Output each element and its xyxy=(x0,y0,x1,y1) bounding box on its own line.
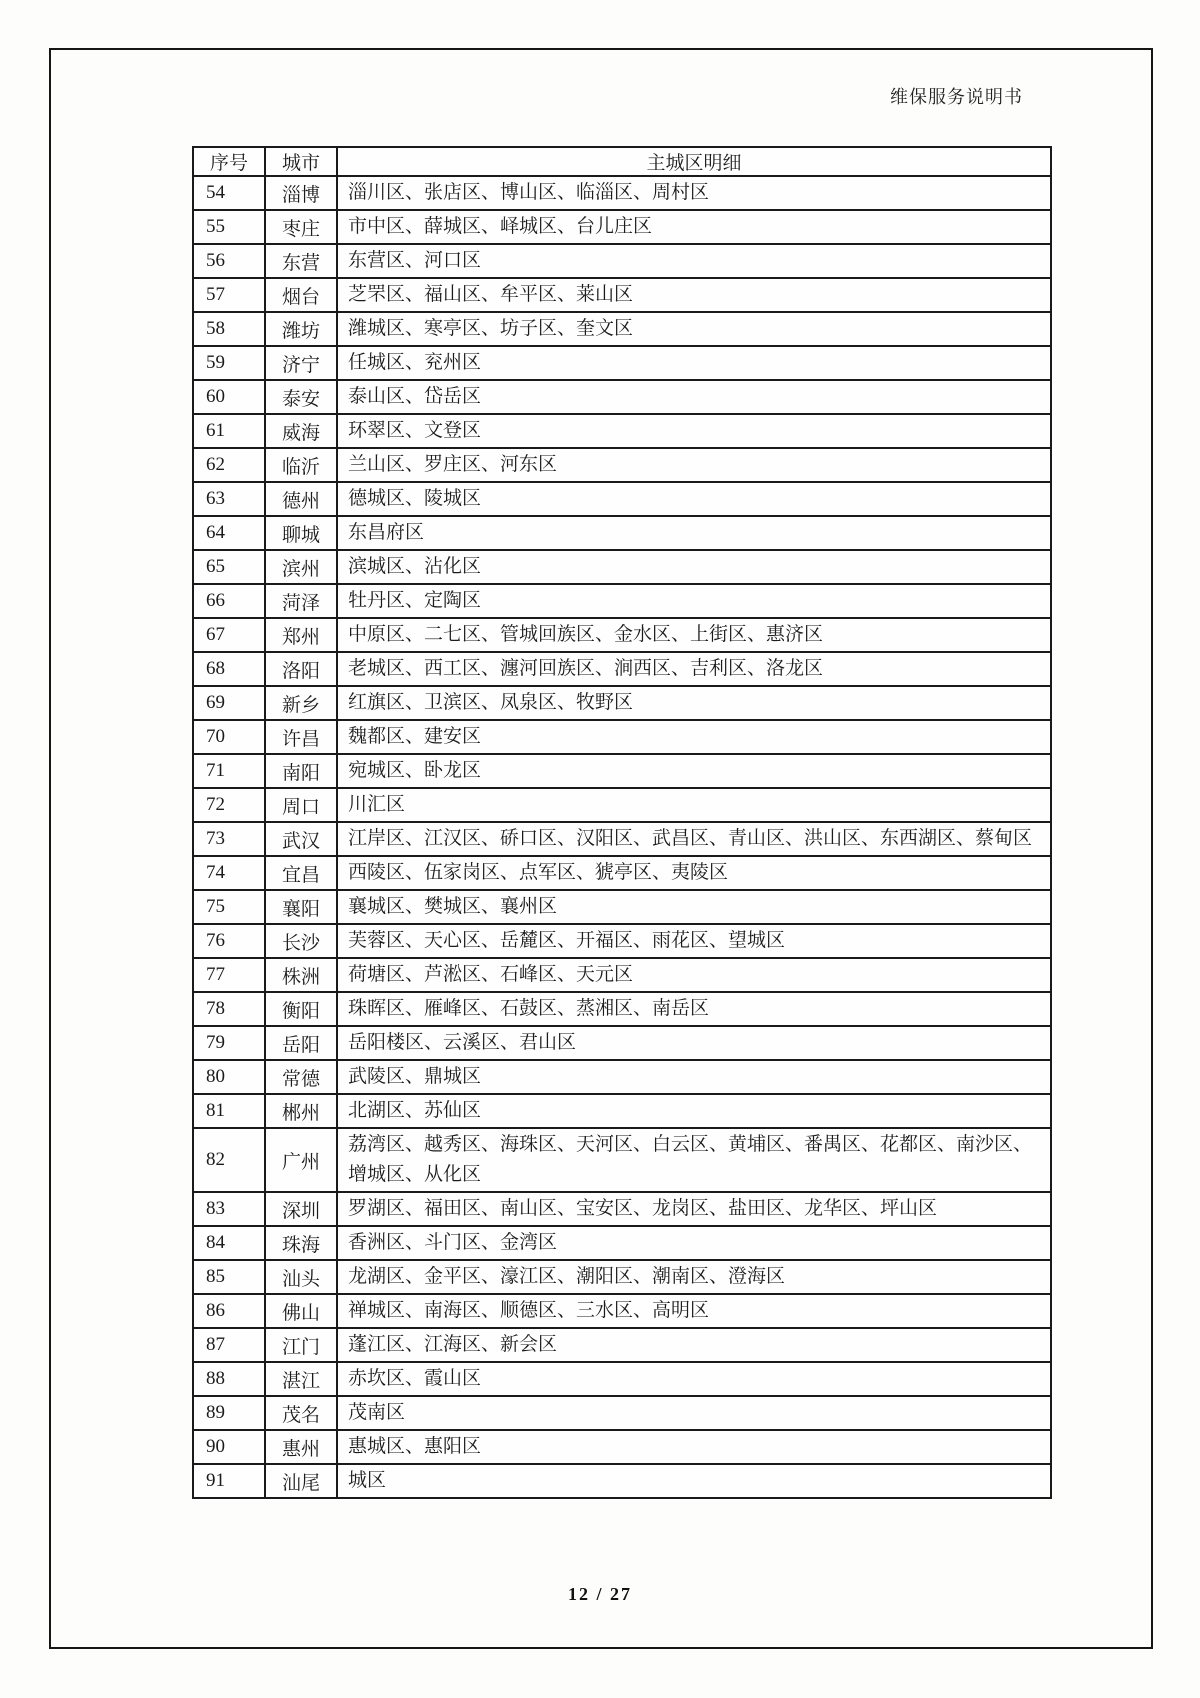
city-cell: 茂名 xyxy=(265,1396,337,1430)
document-header-title: 维保服务说明书 xyxy=(890,87,1023,107)
column-header-districts: 主城区明细 xyxy=(337,147,1051,176)
table-row xyxy=(193,1328,1051,1362)
city-cell: 广州 xyxy=(265,1128,337,1192)
districts-cell: 龙湖区、金平区、濠江区、潮阳区、潮南区、澄海区 xyxy=(337,1260,1051,1294)
table-row xyxy=(193,1362,1051,1396)
city-cell: 佛山 xyxy=(265,1294,337,1328)
districts-cell: 香洲区、斗门区、金湾区 xyxy=(337,1226,1051,1260)
table-header xyxy=(193,147,1051,176)
row-number-cell: 82 xyxy=(193,1128,265,1192)
districts-cell: 芝罘区、福山区、牟平区、莱山区 xyxy=(337,278,1051,312)
table-row xyxy=(193,788,1051,822)
row-number-cell: 90 xyxy=(193,1430,265,1464)
table-row xyxy=(193,1430,1051,1464)
table-row xyxy=(193,924,1051,958)
districts-cell: 荔湾区、越秀区、海珠区、天河区、白云区、黄埔区、番禺区、花都区、南沙区、增城区、从化区 xyxy=(337,1128,1051,1192)
city-cell: 威海 xyxy=(265,414,337,448)
city-districts-table xyxy=(192,146,1052,1499)
districts-cell: 潍城区、寒亭区、坊子区、奎文区 xyxy=(337,312,1051,346)
table-row xyxy=(193,992,1051,1026)
row-number-cell: 58 xyxy=(193,312,265,346)
city-cell: 临沂 xyxy=(265,448,337,482)
city-cell: 湛江 xyxy=(265,1362,337,1396)
table-row xyxy=(193,346,1051,380)
table-row xyxy=(193,1026,1051,1060)
districts-cell: 中原区、二七区、管城回族区、金水区、上街区、惠济区 xyxy=(337,618,1051,652)
column-header-no: 序号 xyxy=(193,147,265,176)
districts-cell: 芙蓉区、天心区、岳麓区、开福区、雨花区、望城区 xyxy=(337,924,1051,958)
row-number-cell: 83 xyxy=(193,1192,265,1226)
districts-cell: 北湖区、苏仙区 xyxy=(337,1094,1051,1128)
districts-cell: 襄城区、樊城区、襄州区 xyxy=(337,890,1051,924)
city-cell: 江门 xyxy=(265,1328,337,1362)
table-row xyxy=(193,822,1051,856)
row-number-cell: 65 xyxy=(193,550,265,584)
districts-cell: 宛城区、卧龙区 xyxy=(337,754,1051,788)
row-number-cell: 73 xyxy=(193,822,265,856)
table-row xyxy=(193,380,1051,414)
districts-cell: 蓬江区、江海区、新会区 xyxy=(337,1328,1051,1362)
city-cell: 汕尾 xyxy=(265,1464,337,1498)
city-cell: 滨州 xyxy=(265,550,337,584)
city-cell: 珠海 xyxy=(265,1226,337,1260)
row-number-cell: 78 xyxy=(193,992,265,1026)
table-row xyxy=(193,618,1051,652)
table-row xyxy=(193,1260,1051,1294)
districts-cell: 东营区、河口区 xyxy=(337,244,1051,278)
page-number: 12 / 27 xyxy=(567,1584,632,1604)
districts-cell: 牡丹区、定陶区 xyxy=(337,584,1051,618)
row-number-cell: 75 xyxy=(193,890,265,924)
row-number-cell: 61 xyxy=(193,414,265,448)
row-number-cell: 85 xyxy=(193,1260,265,1294)
row-number-cell: 91 xyxy=(193,1464,265,1498)
city-table-body xyxy=(193,176,1051,1498)
row-number-cell: 81 xyxy=(193,1094,265,1128)
city-cell: 岳阳 xyxy=(265,1026,337,1060)
row-number-cell: 69 xyxy=(193,686,265,720)
districts-cell: 环翠区、文登区 xyxy=(337,414,1051,448)
table-row xyxy=(193,890,1051,924)
districts-cell: 任城区、兖州区 xyxy=(337,346,1051,380)
districts-cell: 老城区、西工区、瀍河回族区、涧西区、吉利区、洛龙区 xyxy=(337,652,1051,686)
city-cell: 襄阳 xyxy=(265,890,337,924)
districts-cell: 泰山区、岱岳区 xyxy=(337,380,1051,414)
row-number-cell: 79 xyxy=(193,1026,265,1060)
districts-cell: 淄川区、张店区、博山区、临淄区、周村区 xyxy=(337,176,1051,210)
row-number-cell: 77 xyxy=(193,958,265,992)
city-cell: 德州 xyxy=(265,482,337,516)
table-row xyxy=(193,1192,1051,1226)
city-cell: 淄博 xyxy=(265,176,337,210)
table-row xyxy=(193,720,1051,754)
table-row xyxy=(193,516,1051,550)
row-number-cell: 55 xyxy=(193,210,265,244)
row-number-cell: 64 xyxy=(193,516,265,550)
table-header-row xyxy=(193,147,1051,176)
row-number-cell: 84 xyxy=(193,1226,265,1260)
city-cell: 周口 xyxy=(265,788,337,822)
city-cell: 枣庄 xyxy=(265,210,337,244)
table-row xyxy=(193,482,1051,516)
city-cell: 长沙 xyxy=(265,924,337,958)
districts-cell: 川汇区 xyxy=(337,788,1051,822)
districts-cell: 城区 xyxy=(337,1464,1051,1498)
districts-cell: 赤坎区、霞山区 xyxy=(337,1362,1051,1396)
table-row xyxy=(193,210,1051,244)
districts-cell: 禅城区、南海区、顺德区、三水区、高明区 xyxy=(337,1294,1051,1328)
table-row xyxy=(193,1294,1051,1328)
city-cell: 武汉 xyxy=(265,822,337,856)
districts-cell: 兰山区、罗庄区、河东区 xyxy=(337,448,1051,482)
city-cell: 惠州 xyxy=(265,1430,337,1464)
row-number-cell: 70 xyxy=(193,720,265,754)
row-number-cell: 76 xyxy=(193,924,265,958)
districts-cell: 武陵区、鼎城区 xyxy=(337,1060,1051,1094)
table-row xyxy=(193,312,1051,346)
table-row xyxy=(193,754,1051,788)
row-number-cell: 54 xyxy=(193,176,265,210)
row-number-cell: 66 xyxy=(193,584,265,618)
row-number-cell: 68 xyxy=(193,652,265,686)
city-cell: 南阳 xyxy=(265,754,337,788)
row-number-cell: 63 xyxy=(193,482,265,516)
table-row xyxy=(193,1060,1051,1094)
city-cell: 东营 xyxy=(265,244,337,278)
row-number-cell: 57 xyxy=(193,278,265,312)
table-row xyxy=(193,584,1051,618)
city-cell: 深圳 xyxy=(265,1192,337,1226)
row-number-cell: 88 xyxy=(193,1362,265,1396)
table-row xyxy=(193,1464,1051,1498)
table-row xyxy=(193,176,1051,210)
city-cell: 烟台 xyxy=(265,278,337,312)
city-cell: 洛阳 xyxy=(265,652,337,686)
table-row xyxy=(193,278,1051,312)
districts-cell: 东昌府区 xyxy=(337,516,1051,550)
column-header-city: 城市 xyxy=(265,147,337,176)
row-number-cell: 62 xyxy=(193,448,265,482)
districts-cell: 市中区、薛城区、峄城区、台儿庄区 xyxy=(337,210,1051,244)
city-cell: 郑州 xyxy=(265,618,337,652)
row-number-cell: 74 xyxy=(193,856,265,890)
table-row xyxy=(193,1094,1051,1128)
row-number-cell: 80 xyxy=(193,1060,265,1094)
row-number-cell: 86 xyxy=(193,1294,265,1328)
city-cell: 郴州 xyxy=(265,1094,337,1128)
table-row xyxy=(193,856,1051,890)
row-number-cell: 71 xyxy=(193,754,265,788)
districts-cell: 江岸区、江汉区、硚口区、汉阳区、武昌区、青山区、洪山区、东西湖区、蔡甸区 xyxy=(337,822,1051,856)
table-row xyxy=(193,244,1051,278)
city-cell: 菏泽 xyxy=(265,584,337,618)
city-cell: 衡阳 xyxy=(265,992,337,1026)
city-cell: 潍坊 xyxy=(265,312,337,346)
districts-cell: 魏都区、建安区 xyxy=(337,720,1051,754)
districts-cell: 珠晖区、雁峰区、石鼓区、蒸湘区、南岳区 xyxy=(337,992,1051,1026)
table-row xyxy=(193,414,1051,448)
districts-cell: 德城区、陵城区 xyxy=(337,482,1051,516)
city-cell: 聊城 xyxy=(265,516,337,550)
districts-cell: 西陵区、伍家岗区、点军区、猇亭区、夷陵区 xyxy=(337,856,1051,890)
row-number-cell: 87 xyxy=(193,1328,265,1362)
row-number-cell: 60 xyxy=(193,380,265,414)
districts-cell: 红旗区、卫滨区、凤泉区、牧野区 xyxy=(337,686,1051,720)
table-row xyxy=(193,550,1051,584)
row-number-cell: 67 xyxy=(193,618,265,652)
city-cell: 许昌 xyxy=(265,720,337,754)
table-row xyxy=(193,1226,1051,1260)
row-number-cell: 59 xyxy=(193,346,265,380)
city-cell: 宜昌 xyxy=(265,856,337,890)
row-number-cell: 56 xyxy=(193,244,265,278)
row-number-cell: 72 xyxy=(193,788,265,822)
city-cell: 常德 xyxy=(265,1060,337,1094)
table-row xyxy=(193,652,1051,686)
districts-cell: 罗湖区、福田区、南山区、宝安区、龙岗区、盐田区、龙华区、坪山区 xyxy=(337,1192,1051,1226)
city-cell: 新乡 xyxy=(265,686,337,720)
table-row xyxy=(193,1128,1051,1192)
table-row xyxy=(193,686,1051,720)
table-row xyxy=(193,958,1051,992)
districts-cell: 荷塘区、芦淞区、石峰区、天元区 xyxy=(337,958,1051,992)
districts-cell: 惠城区、惠阳区 xyxy=(337,1430,1051,1464)
districts-cell: 茂南区 xyxy=(337,1396,1051,1430)
districts-cell: 滨城区、沾化区 xyxy=(337,550,1051,584)
row-number-cell: 89 xyxy=(193,1396,265,1430)
city-cell: 济宁 xyxy=(265,346,337,380)
table-row xyxy=(193,448,1051,482)
city-cell: 泰安 xyxy=(265,380,337,414)
table-row xyxy=(193,1396,1051,1430)
districts-cell: 岳阳楼区、云溪区、君山区 xyxy=(337,1026,1051,1060)
city-cell: 株洲 xyxy=(265,958,337,992)
city-cell: 汕头 xyxy=(265,1260,337,1294)
